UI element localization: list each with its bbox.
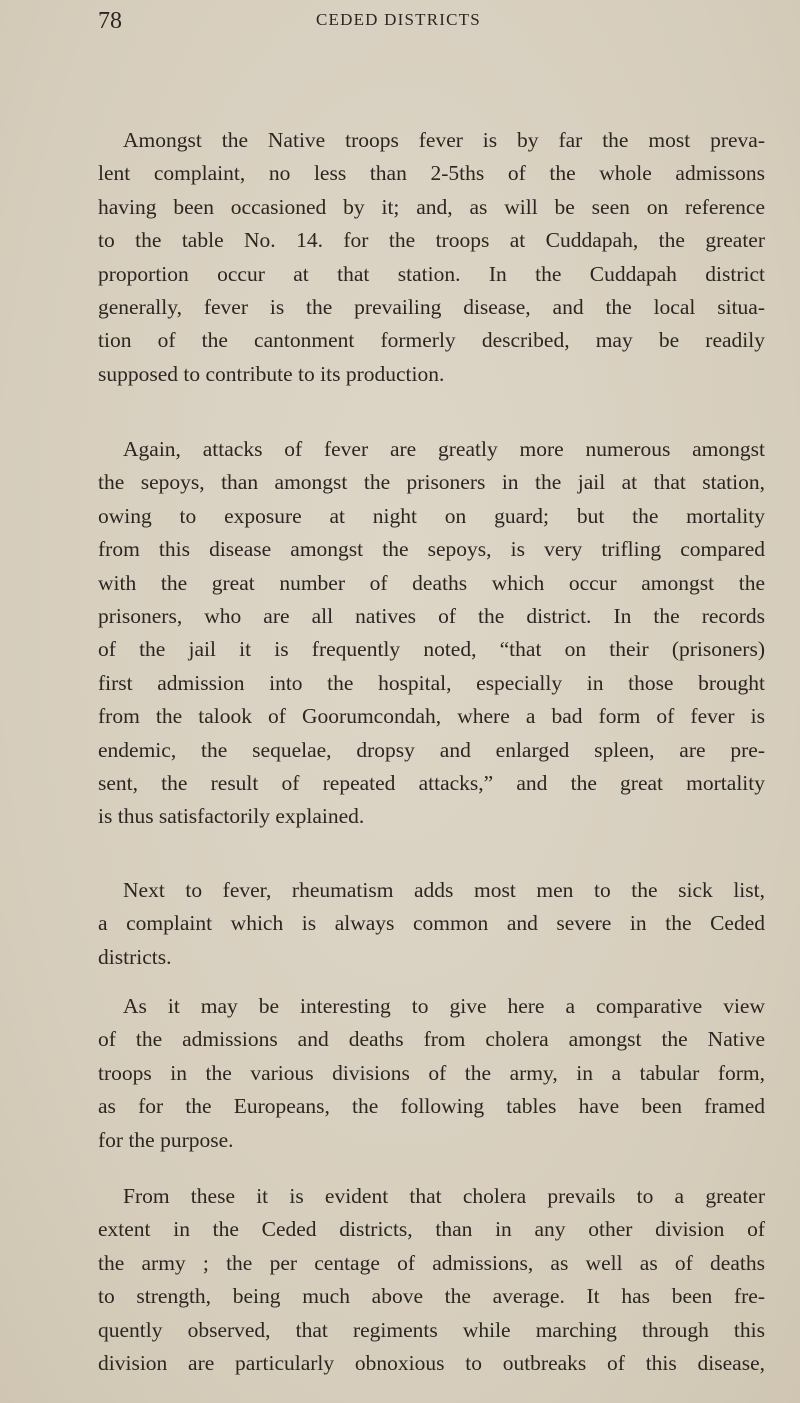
text-line: tion of the cantonment formerly described, may be readily <box>98 328 765 353</box>
paragraph-1 <box>98 124 765 391</box>
text-line: the sepoys, than amongst the prisoners in the jail at that station, <box>98 470 765 495</box>
text-line: lent complaint, no less than 2-5ths of the whole admissons <box>98 161 765 186</box>
text-line: is thus satisfactorily explained. <box>98 804 365 829</box>
text-line: division are particularly obnoxious to outbreaks of this disease, <box>98 1350 765 1375</box>
text-line: proportion occur at that station. In the Cuddapah district <box>98 261 765 286</box>
text-line: troops in the various divisions of the army, in a tabular form, <box>98 1060 765 1085</box>
text-line: supposed to contribute to its production. <box>98 361 445 386</box>
text-line: to strength, being much above the average. It has been fre- <box>98 1284 765 1309</box>
text-line: from this disease amongst the sepoys, is very trifling compared <box>98 537 765 562</box>
paragraph-4 <box>98 990 765 1157</box>
text-line: Next to fever, rheumatism adds most men to the sick list, <box>123 878 765 902</box>
paragraph-3 <box>98 874 765 974</box>
text-line: From these it is evident that cholera prevails to a greater <box>123 1184 765 1208</box>
text-line: with the great number of deaths which occur amongst the <box>98 570 765 595</box>
running-title: CEDED DISTRICTS <box>316 10 481 29</box>
text-line: having been occasioned by it; and, as will be seen on reference <box>98 194 765 219</box>
text-line: as for the Europeans, the following tables have been framed <box>98 1094 765 1119</box>
text-line: to the table No. 14. for the troops at Cuddapah, the greater <box>98 228 765 253</box>
text-line: generally, fever is the prevailing disease, and the local situa- <box>98 294 765 319</box>
text-line: owing to exposure at night on guard; but the mortality <box>98 503 765 528</box>
text-line: of the jail it is frequently noted, “that on their (prisoners) <box>98 637 765 662</box>
text-line: quently observed, that regiments while marching through this <box>98 1317 765 1342</box>
text-line: As it may be interesting to give here a comparative view <box>123 994 765 1018</box>
text-line: extent in the Ceded districts, than in any other division of <box>98 1217 765 1242</box>
text-line: the army ; the per centage of admissions, as well as of deaths <box>98 1250 765 1275</box>
text-line: for the purpose. <box>98 1127 234 1152</box>
text-line: a complaint which is always common and severe in the Ceded <box>98 911 765 936</box>
text-line: endemic, the sequelae, dropsy and enlarged spleen, are pre- <box>98 737 765 762</box>
text-line: Again, attacks of fever are greatly more numerous amongst <box>123 437 765 461</box>
paragraph-2 <box>98 433 765 834</box>
text-line: Amongst the Native troops fever is by far the most preva- <box>123 128 765 152</box>
text-line: sent, the result of repeated attacks,” and the great mortality <box>98 770 765 795</box>
text-line: prisoners, who are all natives of the district. In the records <box>98 603 765 628</box>
text-line: from the talook of Goorumcondah, where a bad form of fever is <box>98 704 765 729</box>
paragraph-5 <box>98 1180 765 1380</box>
text-line: of the admissions and deaths from cholera amongst the Native <box>98 1027 765 1052</box>
page-number: 78 <box>98 8 122 34</box>
text-line: first admission into the hospital, especially in those brought <box>98 670 765 695</box>
text-line: districts. <box>98 944 172 969</box>
